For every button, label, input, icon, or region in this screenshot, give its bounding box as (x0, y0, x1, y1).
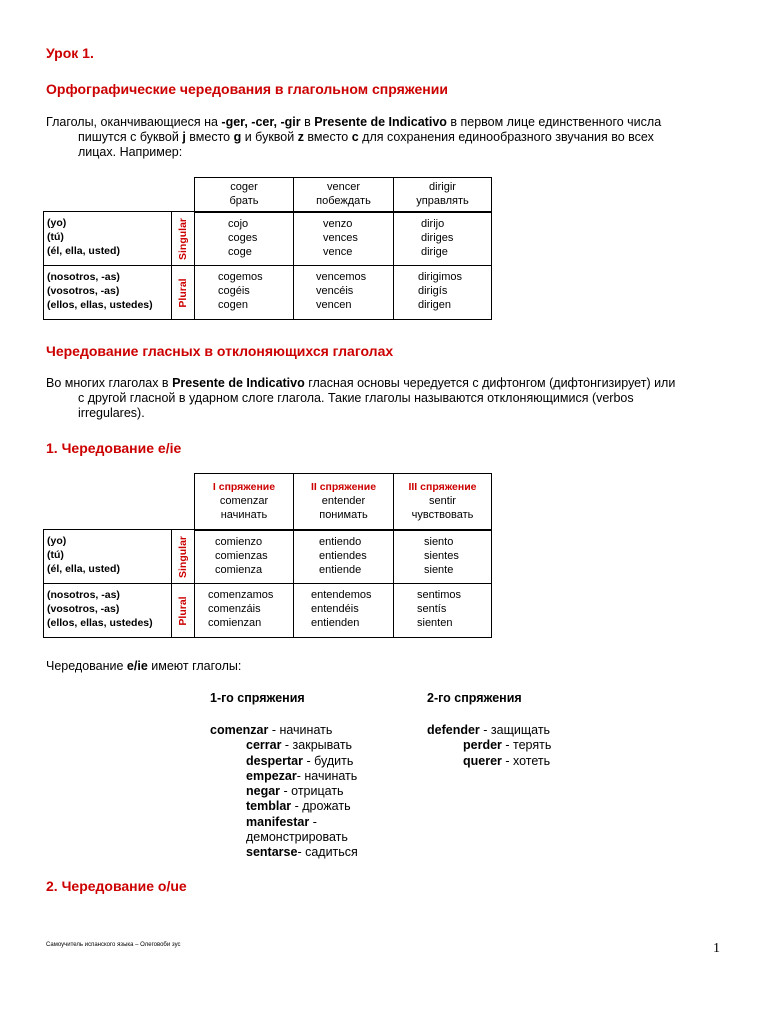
verb-item: manifestar - (246, 814, 317, 829)
table1-plural-label: Plural (172, 266, 195, 320)
conjugation-table-e-ie (43, 473, 492, 638)
section-title-vowel-alternation: Чередование гласных в отклоняющихся глаголах (46, 343, 394, 359)
table2-singular-label: Singular (172, 530, 195, 584)
table2-header-sentir: III спряжение sentir чувствовать (394, 474, 492, 530)
table1-singular-coger: cojo coges coge (195, 212, 294, 266)
table2-singular-pronouns: (yo) (tú) (él, ella, usted) (44, 530, 172, 584)
page-footer: Самоучитель испанского языка – Олеговоби зус (46, 942, 181, 948)
table1-singular-vencer: venzo vences vence (294, 212, 394, 266)
verb-item: empezar- начинать (246, 768, 358, 783)
verb-item: temblar - дрожать (246, 799, 351, 814)
table2-singular-entender: entiendo entiendes entiende (294, 530, 394, 584)
table1-plural-pronouns: (nosotros, -as) (vosotros, -as) (ellos, ellas, ustedes) (44, 266, 172, 320)
column2-title: 2-го спряжения (427, 691, 522, 705)
e-ie-note: Чередование e/ie имеют глаголы: (46, 659, 242, 673)
verb-item: negar - отрицать (246, 784, 344, 799)
verb-item: sentarse- садиться (246, 845, 358, 860)
column1-verb-list (210, 723, 410, 861)
verb-item: despertar - будить (246, 753, 354, 768)
table2-plural-label: Plural (172, 584, 195, 638)
table1-header-vencer: vencer побеждать (294, 178, 394, 212)
table1-singular-label: Singular (172, 212, 195, 266)
table1-plural-coger: cogemos cogéis cogen (195, 266, 294, 320)
table1-header-coger: coger брать (195, 178, 294, 212)
section-title-o-ue: 2. Чередование o/ue (46, 878, 187, 894)
column2-verb-list (427, 723, 627, 769)
verb-item: comenzar - начинать (210, 723, 333, 737)
table1-header-dirigir: dirigir управлять (394, 178, 492, 212)
verb-item: perder - терять (463, 738, 552, 753)
intro-paragraph: Глаголы, оканчивающиеся на -ger, -cer, -gir в Presente de Indicativo в первом лице единственного числа пишутся с буквой j вместо g и буквой z вместо c для сохранения единообразного звучания во всех лицах. Например: (46, 115, 662, 159)
table2-header-entender: II спряжение entender понимать (294, 474, 394, 530)
vowel-paragraph: Во многих глаголах в Presente de Indicativo гласная основы чередуется с дифтонгом (дифтонгизирует) или с другой гласной в ударном слоге глагола. Такие глаголы называются отклоняющимися (verbos irregulares). (46, 376, 676, 420)
verb-item: cerrar - закрывать (246, 738, 353, 753)
conjugation-table-spelling (43, 177, 492, 320)
page-number: 1 (713, 941, 720, 956)
lesson-title: Урок 1. (46, 45, 94, 61)
table1-plural-vencer: vencemos vencéis vencen (294, 266, 394, 320)
verb-item: defender - защищать (427, 723, 551, 737)
column1-title: 1-го спряжения (210, 691, 305, 705)
table1-singular-pronouns: (yo) (tú) (él, ella, usted) (44, 212, 172, 266)
table1-plural-dirigir: dirigimos dirigís dirigen (394, 266, 492, 320)
verb-item: querer - хотеть (463, 753, 551, 768)
table2-plural-entender: entendemos entendéis entienden (294, 584, 394, 638)
section-title-e-ie: 1. Чередование e/ie (46, 440, 182, 456)
table2-singular-comenzar: comienzo comienzas comienza (195, 530, 294, 584)
table2-header-comenzar: I спряжение comenzar начинать (195, 474, 294, 530)
table1-singular-dirigir: dirijo diriges dirige (394, 212, 492, 266)
table2-plural-sentir: sentimos sentís sienten (394, 584, 492, 638)
section-title-spelling: Орфографические чередования в глагольном спряжении (46, 81, 448, 97)
verb-item-continuation: демонстрировать (246, 830, 348, 845)
table2-singular-sentir: siento sientes siente (394, 530, 492, 584)
table2-plural-comenzar: comenzamos comenzáis comienzan (195, 584, 294, 638)
table2-plural-pronouns: (nosotros, -as) (vosotros, -as) (ellos, ellas, ustedes) (44, 584, 172, 638)
